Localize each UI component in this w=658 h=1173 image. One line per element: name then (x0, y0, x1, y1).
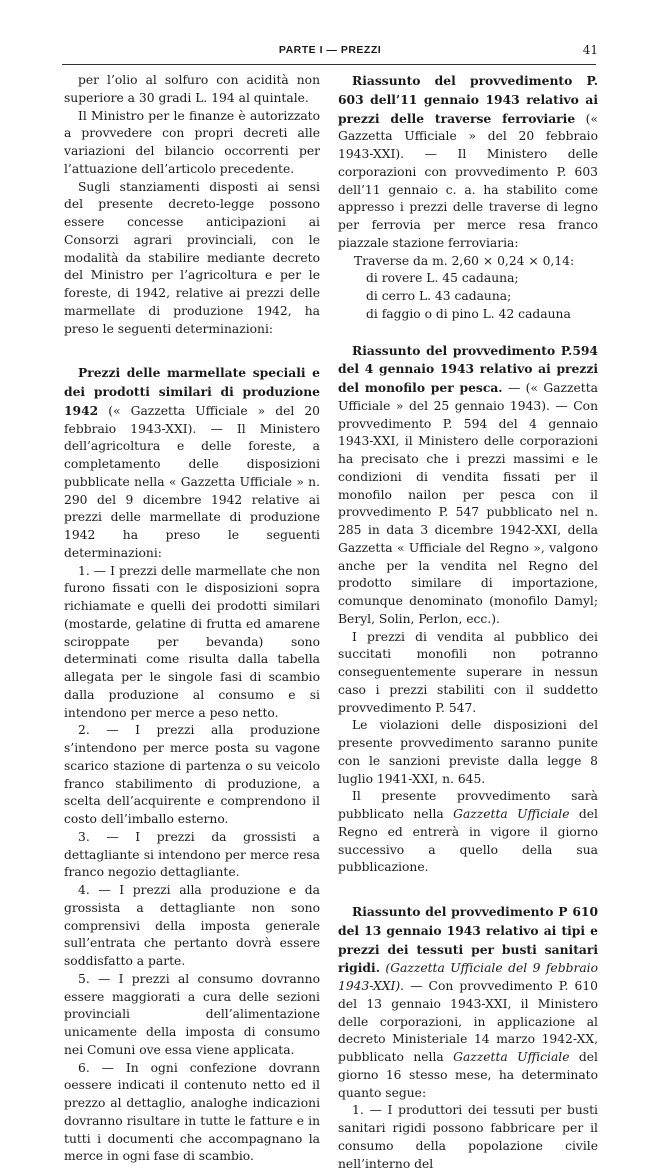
page-header (60, 44, 600, 60)
section-busti: Riassunto del provvedimento P 610 del 13 gennaio 1943 relativo ai tipi e prezzi dei tessuti per busti sanitari rigidi. (Gazzetta Ufficiale del 9 febbraio 1943-XXI). — Con provvedimento P. 610 del 13 gennaio 1943-XXI, il Ministero delle corporazioni, in applicazione al decreto Ministeriale 14 marzo 1942-XX, pubblicato nella Gazzetta Ufficiale del giorno 16 stesso mese, ha determinato quanto segue: (338, 904, 598, 1100)
running-title: PARTE I — PREZZI (278, 44, 382, 56)
list-item: 6. — In ogni confezione dovrann oessere indicati il contenuto netto ed il prezzo al dettaglio, analoghe indicazioni dovranno risultare in tutte le fatture e in tutti i documenti che accompagnano la merce in ogni fase di scambio. (64, 1060, 320, 1164)
list-item: 1. — I produttori dei tessuti per busti sanitari rigidi possono fabbricare per il consumo della popolazione civile nell’interno del (338, 1103, 598, 1171)
paragraph: per l’olio al solfuro con acidità non superiore a 30 gradi L. 194 al quintale. (64, 73, 320, 105)
table-line: di cerro L. 43 cadauna; (366, 289, 512, 303)
table-line: di faggio o di pino L. 42 cadauna (366, 306, 571, 321)
list-item: 2. — I prezzi alla produzione s’intendono per merce posta su vagone scarico stazione di partenza o su veicolo franco stabilimento di produzione, a scelta dell’acquirente e comprendono il costo dell’imballo esterno. (64, 723, 320, 826)
section-heading: Riassunto del provvedimento P.594 del 4 gennaio 1943 relativo ai prezzi del monofilo per pesca. (338, 342, 598, 395)
header-rule (62, 64, 596, 65)
list-item: 5. — I prezzi al consumo dovranno essere maggiorati a cura delle sezioni provinciali dell’alimentazione unicamente della imposta di consumo nei Comuni ove essa viene applicata. (64, 971, 320, 1057)
paragraph: Le violazioni delle disposizioni del presente provvedimento saranno punite con le sanzioni previste dalla legge 8 luglio 1941-XXI, n. 645. (338, 718, 598, 786)
section-heading: Riassunto del provvedimento P 610 del 13 gennaio 1943 relativo ai tipi e prezzi dei tessuti per busti sanitari rigidi. (338, 904, 598, 976)
section-marmellate: Prezzi delle marmellate speciali e dei prodotti similari di produzione 1942 (« Gazzetta Ufficiale » del 20 febbraio 1943-XXI). — Il Ministero dell’agricoltura e delle foreste, a completamento delle disposizioni pubblicate nella « Gazzetta Ufficiale » n. 290 del 9 dicembre 1942 relative ai prezzi delle marmellate di produzione 1942 ha preso le seguenti determinazioni: (64, 365, 320, 560)
list-item: 3. — I prezzi da grossisti a dettagliante si intendono per merce resa franco negozio dettagliante. (64, 829, 320, 880)
paragraph: Il Ministro per le finanze è autorizzato a provvedere con propri decreti alle variazioni del bilancio occorrenti per l’attuazione dell’articolo precedente. (64, 108, 320, 176)
left-column (64, 72, 320, 1166)
section-monofilo: Riassunto del provvedimento P.594 del 4 gennaio 1943 relativo ai prezzi del monofilo per pesca. — (« Gazzetta Ufficiale » del 25 gennaio 1943). — Con provvedimento P. 594 del 4 gennaio 1943-XXI, il Ministero delle corporazioni ha precisato che i prezzi massimi e le condizioni di vendita fissati per il monofilo nailon per pesca con il provvedimento P. 547 pubblicato nel n. 285 in data 3 dicembre 1942-XXI, della Gazzetta « Ufficiale del Regno », valgono anche per la vendita nel Regno del prodotto similare di importazione, comunque denominato (monofilo Damyl; Beryl, Solin, Perlon, ecc.). (338, 342, 599, 626)
section-heading: Riassunto del provvedimento P. 603 dell’11 gennaio 1943 relativo ai prezzi delle traverse ferroviarie (338, 73, 598, 126)
section-traverse: Riassunto del provvedimento P. 603 dell’11 gennaio 1943 relativo ai prezzi delle traverse ferroviarie (« Gazzetta Ufficiale » del 20 febbraio 1943-XXI). — Il Ministero delle corporazioni con provvedimento P. 603 dell’11 gennaio c. a. ha stabilito come appresso i prezzi delle traverse di legno per ferrovia per merce resa franco piazzale stazione ferroviaria: (338, 73, 598, 250)
section-heading: Prezzi delle marmellate speciali e dei prodotti similari di produzione 1942 (64, 365, 320, 418)
table-line: Traverse da m. 2,60 × 0,24 × 0,14: (354, 253, 575, 268)
paragraph: Sugli stanziamenti disposti ai sensi del presente decreto-legge possono essere concesse anticipazioni ai Consorzi agrari provinciali, con le modalità da stabilire mediante decreto del Ministro per l’agricoltura e per le foreste, di 1942, relative ai prezzi delle marmellate di produzione 1942, ha preso le seguenti determinazioni: (64, 179, 320, 336)
right-column (338, 72, 598, 1173)
page-number: 41 (582, 43, 598, 57)
paragraph: Il presente provvedimento sarà pubblicato nella Gazzetta Ufficiale del Regno ed entrerà in vigore il giorno successivo a quello della sua pubblicazione. (338, 789, 598, 875)
list-item: 1. — I prezzi delle marmellate che non furono fissati con le disposizioni sopra richiamate e quelli dei prodotti similari (mostarde, gelatine di frutta ed amarene sciroppate per bevanda) sono determinati come risulta dalla tabella allegata per le singole fasi di scambio dalla produzione al consumo e si intendono per merce a peso netto. (64, 563, 320, 720)
list-item: 4. — I prezzi alla produzione e da grossista a dettagliante non sono comprensivi della imposta generale sull’entrata che pertanto dovrà essere soddisfatto a parte. (64, 883, 320, 968)
table-line: di rovere L. 45 cadauna; (366, 271, 519, 286)
paragraph: I prezzi di vendita al pubblico dei succitati monofili non potranno conseguentemente superare in nessun caso i prezzi stabiliti con il suddetto provvedimento P. 547. (338, 629, 598, 715)
